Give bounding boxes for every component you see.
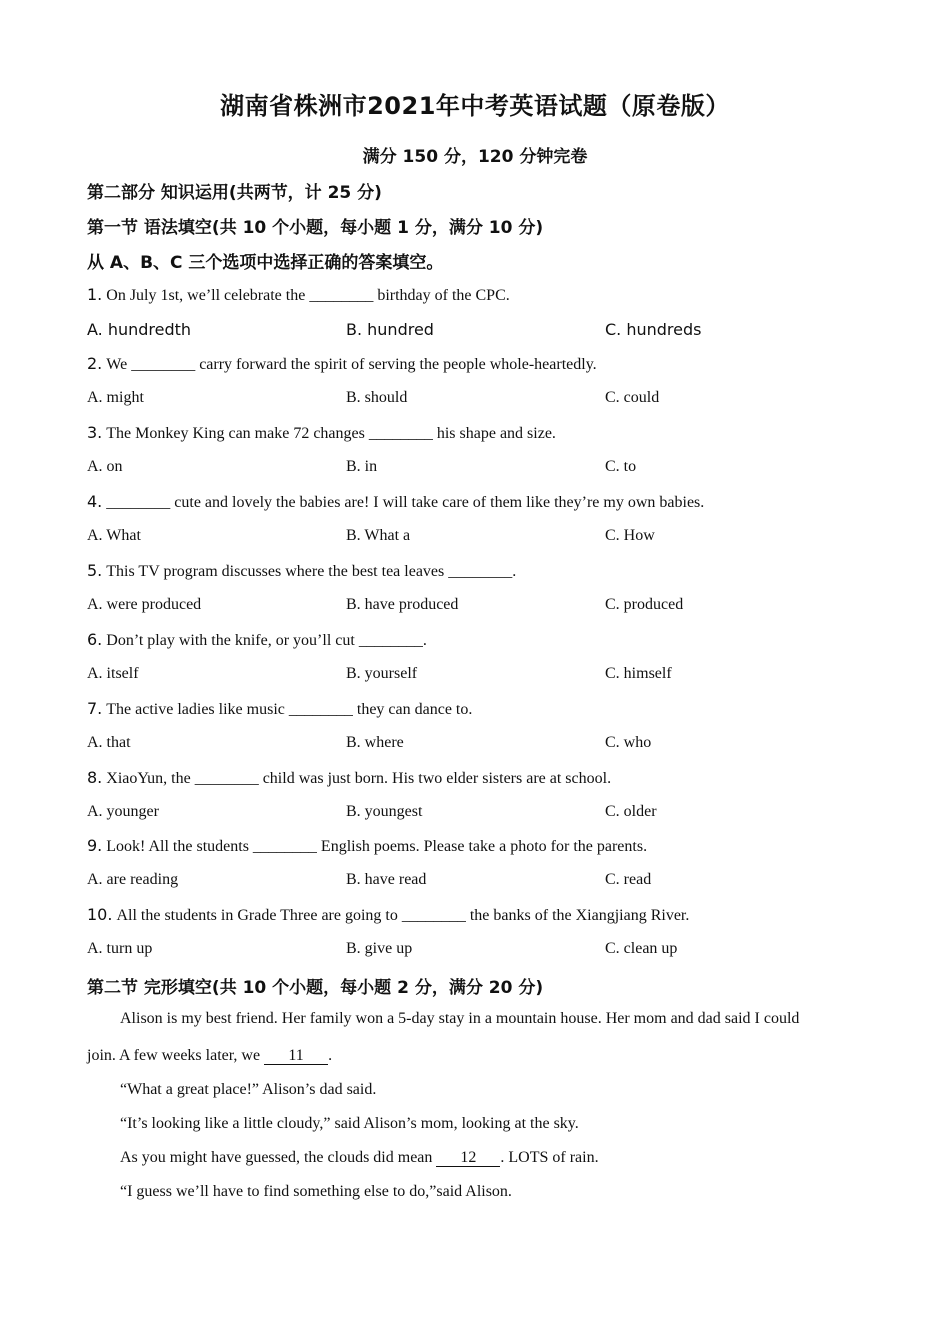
option-c: C. clean up: [605, 940, 678, 957]
question-4: [87, 492, 704, 512]
option-a: A. What: [87, 527, 141, 544]
question-5-options: [87, 596, 887, 618]
section1-heading: 第一节 语法填空(共 10 个小题，每小题 1 分，满分 10 分): [87, 218, 544, 238]
question-text: XiaoYun, the ________ child was just born. His two elder sisters are at school.: [106, 770, 612, 787]
option-c: C. to: [605, 458, 637, 475]
question-text: We ________ carry forward the spirit of serving the people whole-heartedly.: [106, 356, 597, 373]
passage-line: Alison is my best friend. Her family won a 5-day stay in a mountain house. Her mom and dad said I could: [120, 1010, 800, 1027]
question-text: The active ladies like music ________ they can dance to.: [106, 701, 473, 718]
question-number: 2.: [87, 354, 103, 373]
question-2: [87, 354, 597, 374]
option-b: B. hundred: [346, 320, 434, 339]
question-5: [87, 561, 516, 581]
question-3: [87, 423, 556, 443]
question-text: All the students in Grade Three are going to ________ the banks of the Xiangjiang River.: [116, 907, 690, 924]
option-c: C. older: [605, 803, 657, 820]
section1-instruction: 从 A、B、C 三个选项中选择正确的答案填空。: [87, 253, 444, 273]
question-text: ________ cute and lovely the babies are! I will take care of them like they’re my own babies.: [106, 494, 705, 511]
passage-text: As you might have guessed, the clouds did mean: [120, 1149, 437, 1166]
question-10-options: [87, 940, 887, 962]
option-b: B. have produced: [346, 596, 459, 613]
passage-line: “It’s looking like a little cloudy,” said Alison’s mom, looking at the sky.: [120, 1115, 579, 1132]
question-number: 10.: [87, 905, 113, 924]
passage-line: “What a great place!” Alison’s dad said.: [120, 1081, 377, 1098]
question-10: [87, 905, 689, 925]
question-number: 7.: [87, 699, 103, 718]
option-a: A. on: [87, 458, 123, 475]
question-text: Look! All the students ________ English poems. Please take a photo for the parents.: [106, 838, 648, 855]
passage-line: [120, 1149, 599, 1167]
question-1-options: [87, 320, 887, 342]
passage-line: “I guess we’ll have to find something else to do,”said Alison.: [120, 1183, 512, 1200]
option-b: B. youngest: [346, 803, 423, 820]
option-c: C. produced: [605, 596, 684, 613]
question-7-options: [87, 734, 887, 756]
option-a: A. were produced: [87, 596, 202, 613]
blank-11: 11: [264, 1048, 328, 1065]
option-a: A. are reading: [87, 871, 179, 888]
part-heading: 第二部分 知识运用(共两节，计 25 分): [87, 183, 382, 203]
option-a: A. that: [87, 734, 131, 751]
option-c: C. who: [605, 734, 652, 751]
option-b: B. in: [346, 458, 378, 475]
question-7: [87, 699, 472, 719]
question-text: Don’t play with the knife, or you’ll cut ________.: [106, 632, 427, 649]
exam-subtitle: 满分 150 分，120 分钟完卷: [362, 147, 588, 167]
option-c: C. himself: [605, 665, 672, 682]
page-title: 湖南省株洲市2021年中考英语试题（原卷版）: [220, 92, 730, 120]
question-8: [87, 768, 611, 788]
question-text: This TV program discusses where the best tea leaves ________.: [106, 563, 517, 580]
option-a: A. itself: [87, 665, 139, 682]
option-c: C. read: [605, 871, 652, 888]
question-number: 9.: [87, 836, 103, 855]
question-number: 5.: [87, 561, 103, 580]
option-c: C. could: [605, 389, 660, 406]
question-1: [87, 285, 510, 305]
question-6-options: [87, 665, 887, 687]
option-c: C. hundreds: [605, 320, 702, 339]
question-number: 1.: [87, 285, 103, 304]
option-b: B. where: [346, 734, 404, 751]
option-a: A. turn up: [87, 940, 153, 957]
question-9: [87, 836, 647, 856]
passage-line: [87, 1047, 332, 1065]
question-4-options: [87, 527, 887, 549]
question-9-options: [87, 871, 887, 893]
question-6: [87, 630, 427, 650]
option-b: B. give up: [346, 940, 413, 957]
question-number: 6.: [87, 630, 103, 649]
option-c: C. How: [605, 527, 655, 544]
option-a: A. might: [87, 389, 144, 406]
passage-text: .: [328, 1047, 333, 1064]
option-b: B. have read: [346, 871, 427, 888]
option-b: B. What a: [346, 527, 411, 544]
question-number: 4.: [87, 492, 103, 511]
passage-text: join. A few weeks later, we: [87, 1047, 265, 1064]
section2-heading: 第二节 完形填空(共 10 个小题，每小题 2 分，满分 20 分): [87, 978, 544, 998]
question-2-options: [87, 389, 887, 411]
option-b: B. yourself: [346, 665, 418, 682]
question-text: On July 1st, we’ll celebrate the ________ birthday of the CPC.: [106, 287, 510, 304]
question-3-options: [87, 458, 887, 480]
question-8-options: [87, 803, 887, 825]
option-a: A. hundredth: [87, 320, 192, 339]
passage-text: . LOTS of rain.: [500, 1149, 599, 1166]
option-b: B. should: [346, 389, 408, 406]
question-number: 8.: [87, 768, 103, 787]
question-number: 3.: [87, 423, 103, 442]
option-a: A. younger: [87, 803, 159, 820]
question-text: The Monkey King can make 72 changes ________ his shape and size.: [106, 425, 556, 442]
blank-12: 12: [436, 1150, 500, 1167]
